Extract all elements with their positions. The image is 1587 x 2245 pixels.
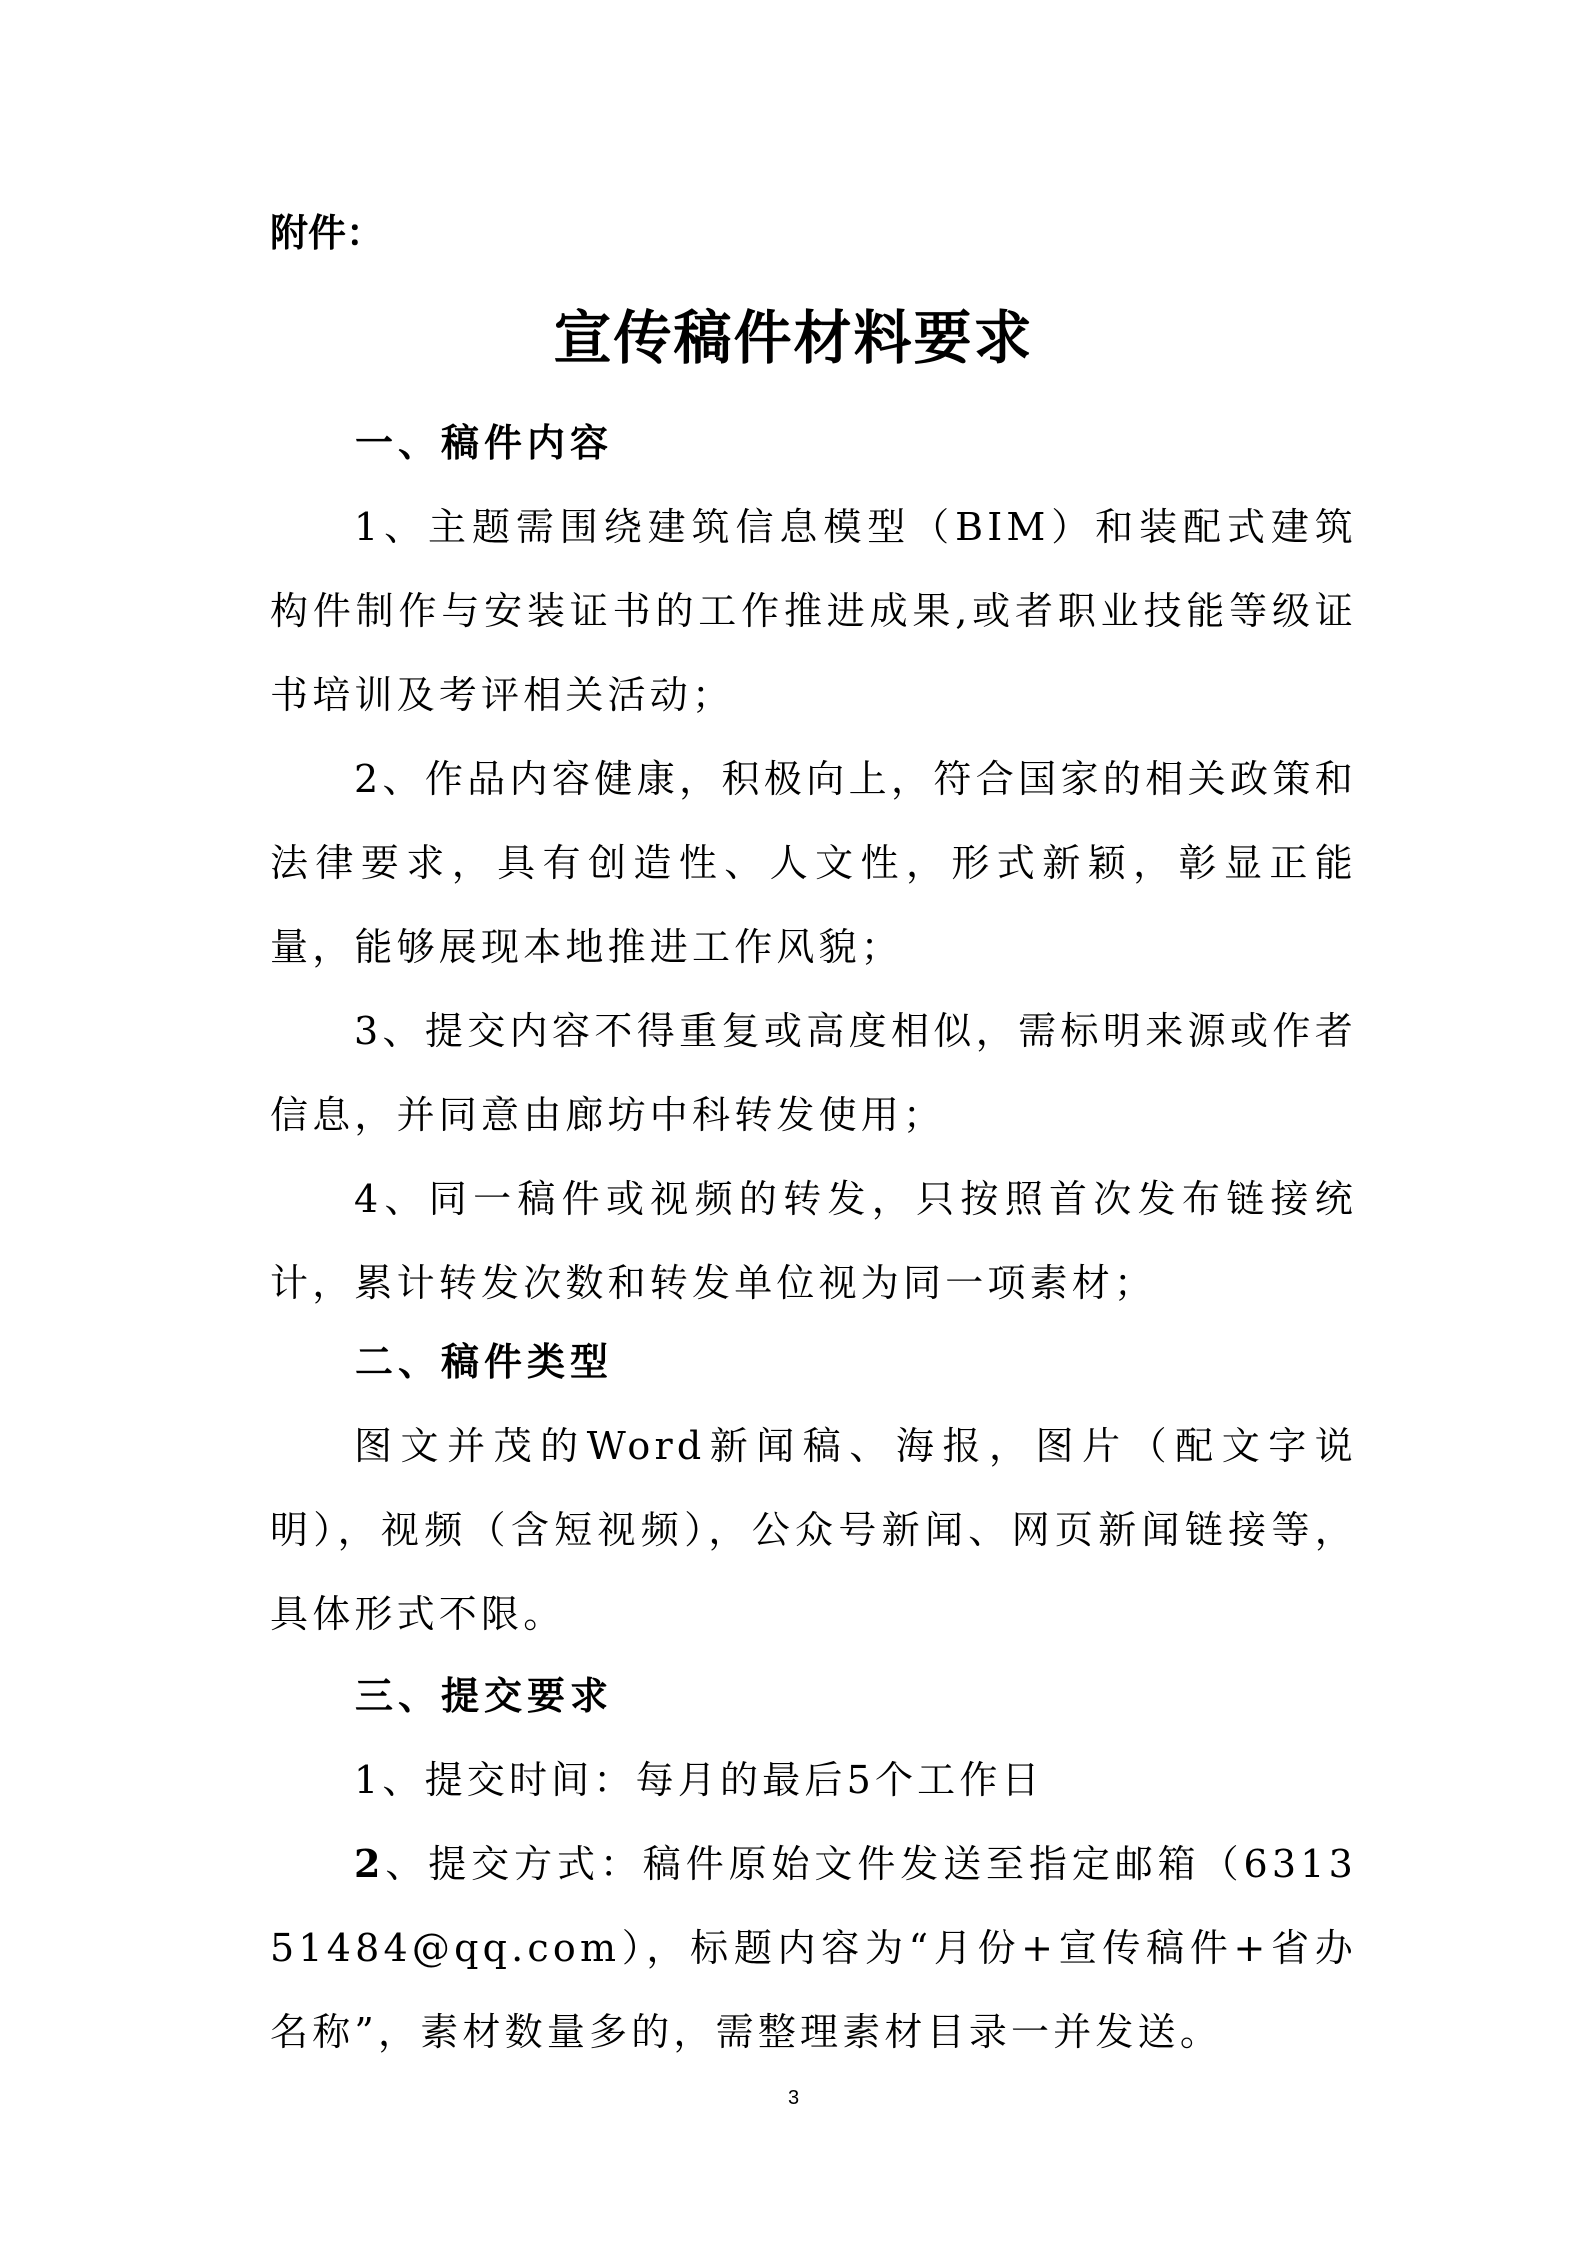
section-heading-types: 二、稿件类型 (355, 1340, 614, 1384)
content-item-3: 3、提交内容不得重复或高度相似，需标明来源或作者信息，并同意由廊坊中科转发使用； (270, 1009, 1357, 1137)
document-title: 宣传稿件材料要求 (553, 304, 1034, 372)
content-item-4: 4、同一稿件或视频的转发，只按照首次发布链接统计，累计转发次数和转发单位视为同一项素材； (270, 1177, 1357, 1305)
submission-method (270, 1822, 1357, 2074)
submission-method-number: 2 (354, 1841, 385, 1886)
content-item-2: 2、作品内容健康，积极向上，符合国家的相关政策和法律要求，具有创造性、人文性，形式新颖，彰显正能量，能够展现本地推进工作风貌； (270, 757, 1357, 969)
section-heading-content: 一、稿件内容 (355, 421, 614, 465)
types-description: 图文并茂的Word新闻稿、海报，图片（配文字说明），视频（含短视频），公众号新闻、网页新闻链接等，具体形式不限。 (270, 1424, 1357, 1636)
submission-time: 1、提交时间：每月的最后5个工作日 (354, 1758, 1044, 1802)
page-number: 3 (787, 2087, 800, 2109)
submission-method-text: 、提交方式：稿件原始文件发送至指定邮箱（631351484@qq.com），标题内容为“月份+宣传稿件+省办名称”，素材数量多的，需整理素材目录一并发送。 (270, 1842, 1357, 2054)
section-heading-submission: 三、提交要求 (355, 1674, 614, 1718)
attachment-label: 附件： (270, 211, 385, 255)
content-item-1: 1、主题需围绕建筑信息模型（BIM）和装配式建筑构件制作与安装证书的工作推进成果,或者职业技能等级证书培训及考评相关活动； (270, 505, 1357, 717)
